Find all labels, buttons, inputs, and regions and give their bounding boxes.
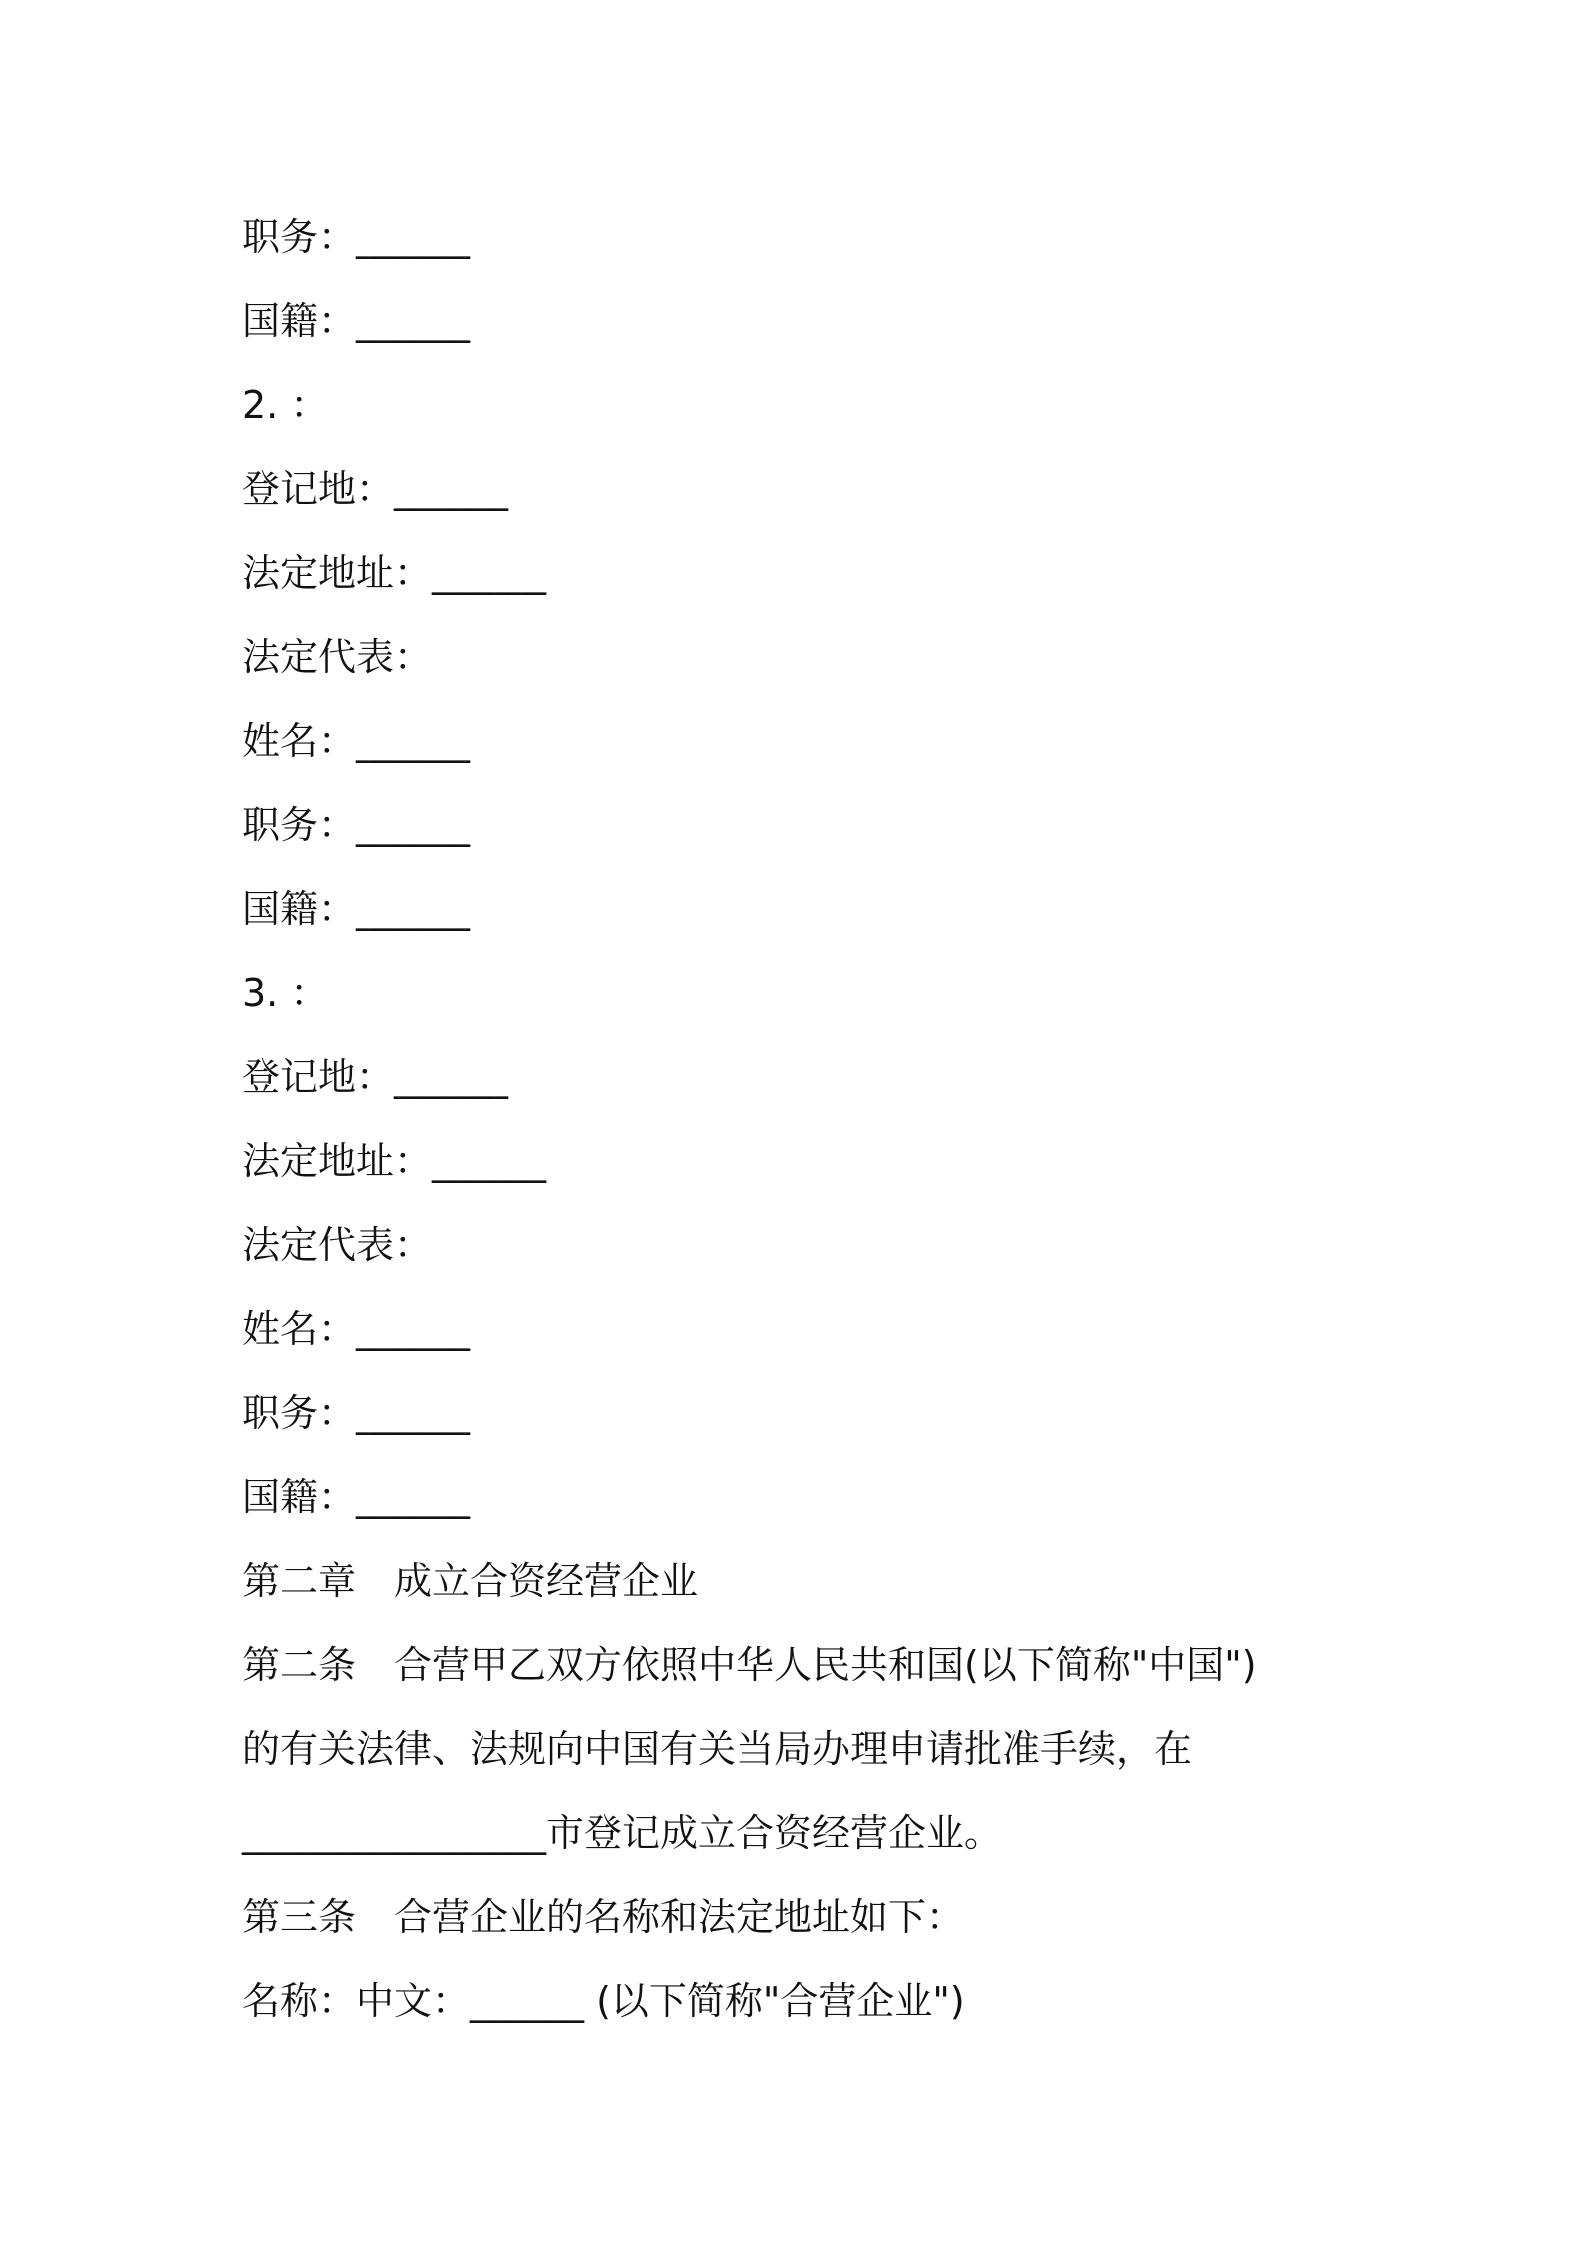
party1-position-line: 职务：______	[242, 215, 471, 259]
party3-nationality-line: 国籍：______	[242, 1475, 471, 1519]
party3-registration-place-line: 登记地：______	[242, 1055, 509, 1099]
party3-name-line: 姓名：______	[242, 1307, 471, 1351]
article-two-line-3: ________________市登记成立合资经营企业。	[242, 1811, 1003, 1855]
party3-heading: 3. ：	[242, 971, 329, 1015]
chapter-two-heading: 第二章 成立合资经营企业	[242, 1559, 699, 1603]
article-three-heading: 第三条 合营企业的名称和法定地址如下：	[242, 1895, 965, 1939]
party2-legal-address-line: 法定地址：______	[242, 551, 547, 595]
article-two-line-2: 的有关法律、法规向中国有关当局办理申请批准手续，在	[242, 1727, 1193, 1771]
party3-legal-representative-line: 法定代表：	[242, 1223, 433, 1267]
party3-position-line: 职务：______	[242, 1391, 471, 1435]
article-two-line-1: 第二条 合营甲乙双方依照中华人民共和国(以下简称"中国")	[242, 1643, 1257, 1687]
document-page	[242, 195, 1372, 2043]
party3-legal-address-line: 法定地址：______	[242, 1139, 547, 1183]
party2-nationality-line: 国籍：______	[242, 887, 471, 931]
party2-heading: 2. ：	[242, 383, 329, 427]
company-name-line: 名称：中文：______ (以下简称"合营企业")	[242, 1979, 965, 2023]
party1-nationality-line: 国籍：______	[242, 299, 471, 343]
party2-name-line: 姓名：______	[242, 719, 471, 763]
party2-position-line: 职务：______	[242, 803, 471, 847]
party2-legal-representative-line: 法定代表：	[242, 635, 433, 679]
party2-registration-place-line: 登记地：______	[242, 467, 509, 511]
